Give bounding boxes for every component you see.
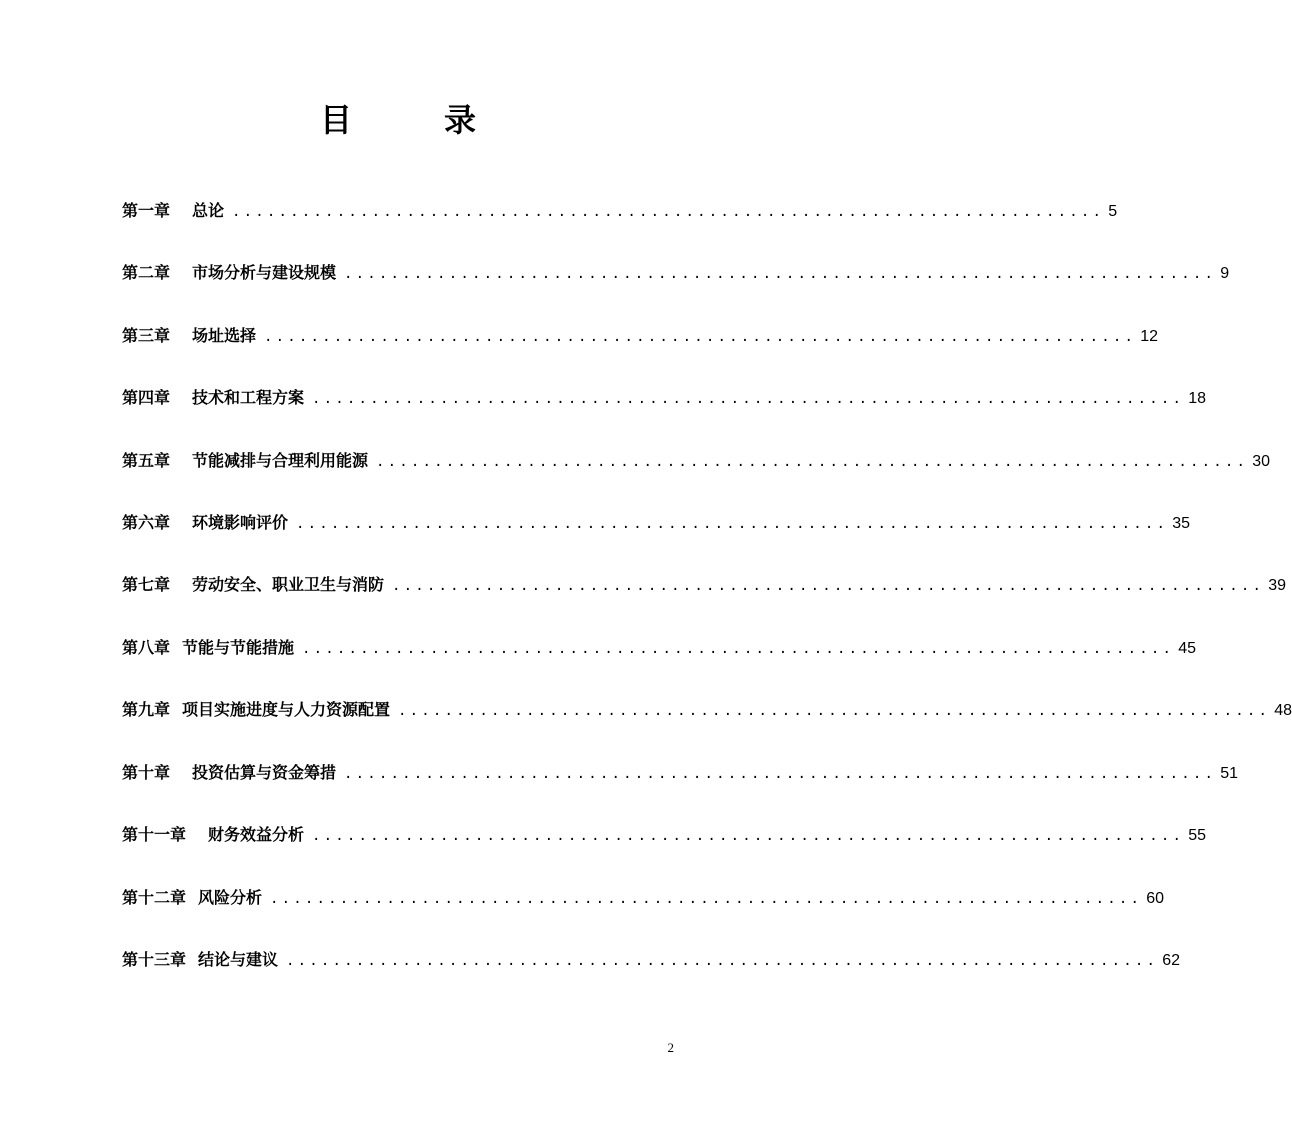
toc-dot-leader: ........................................................................... bbox=[392, 578, 1265, 594]
toc-entry-1[interactable] bbox=[122, 196, 1118, 226]
page-number: 2 bbox=[667, 1040, 674, 1055]
title-char-mu: 目 bbox=[320, 101, 353, 139]
toc-dot-leader: ........................................................................... bbox=[270, 891, 1143, 907]
toc-dot-leader: ........................................................................... bbox=[344, 266, 1217, 282]
toc-dot-leader: ........................................................................... bbox=[286, 953, 1159, 969]
toc-page-number: 60 bbox=[1146, 890, 1164, 907]
toc-dot-leader: ........................................................................... bbox=[264, 329, 1137, 345]
toc-entry-6[interactable] bbox=[122, 508, 1190, 538]
toc-chapter-title: 劳动安全、职业卫生与消防 bbox=[192, 575, 385, 594]
title-char-lu: 录 bbox=[444, 101, 477, 139]
toc-chapter-title: 项目实施进度与人力资源配置 bbox=[182, 700, 391, 719]
toc-entry-4[interactable] bbox=[122, 383, 1206, 413]
toc-dot-leader: ........................................................................... bbox=[302, 641, 1175, 657]
toc-chapter-title: 投资估算与资金筹措 bbox=[192, 763, 337, 782]
toc-chapter-title: 节能减排与合理利用能源 bbox=[192, 451, 369, 470]
toc-chapter-number: 第七章 bbox=[122, 575, 171, 594]
toc-page-number: 39 bbox=[1268, 577, 1286, 594]
toc-dot-leader: ........................................................................... bbox=[344, 766, 1217, 782]
toc-chapter-title: 市场分析与建设规模 bbox=[192, 263, 337, 282]
toc-page-number: 62 bbox=[1162, 952, 1180, 969]
toc-page-number: 5 bbox=[1108, 203, 1118, 220]
toc-chapter-number: 第四章 bbox=[122, 388, 171, 407]
toc-page-number: 30 bbox=[1252, 453, 1270, 470]
toc-chapter-number: 第十二章 bbox=[122, 888, 187, 907]
toc-chapter-title: 节能与节能措施 bbox=[182, 638, 295, 657]
toc-chapter-title: 技术和工程方案 bbox=[192, 388, 305, 407]
toc-page-number: 35 bbox=[1172, 515, 1190, 532]
toc-dot-leader: ........................................................................... bbox=[376, 454, 1249, 470]
toc-chapter-title: 总论 bbox=[192, 201, 225, 220]
toc-dot-leader: ........................................................................... bbox=[296, 516, 1169, 532]
toc-page-number: 18 bbox=[1188, 390, 1206, 407]
toc-dot-leader: ........................................................................... bbox=[398, 703, 1271, 719]
toc-entry-7[interactable] bbox=[122, 570, 1286, 600]
toc-chapter-title: 财务效益分析 bbox=[208, 825, 305, 844]
toc-page-number: 12 bbox=[1140, 328, 1158, 345]
toc-chapter-title: 风险分析 bbox=[198, 888, 263, 907]
toc-chapter-number: 第五章 bbox=[122, 451, 171, 470]
toc-entry-8[interactable] bbox=[122, 633, 1196, 663]
toc-entry-11[interactable] bbox=[122, 820, 1206, 850]
toc-dot-leader: ........................................................................... bbox=[312, 828, 1185, 844]
toc-chapter-number: 第十三章 bbox=[122, 950, 187, 969]
toc-chapter-title: 环境影响评价 bbox=[192, 513, 289, 532]
toc-chapter-number: 第八章 bbox=[122, 638, 171, 657]
toc-page-number: 48 bbox=[1274, 702, 1292, 719]
toc-chapter-title: 场址选择 bbox=[192, 326, 257, 345]
toc-entry-13[interactable] bbox=[122, 945, 1180, 975]
toc-page-number: 9 bbox=[1220, 265, 1230, 282]
toc-entry-9[interactable] bbox=[122, 695, 1292, 725]
toc-page-number: 45 bbox=[1178, 640, 1196, 657]
toc-dot-leader: ........................................................................... bbox=[232, 204, 1105, 220]
toc-chapter-number: 第九章 bbox=[122, 700, 171, 719]
toc-dot-leader: ........................................................................... bbox=[312, 391, 1185, 407]
toc-entry-5[interactable] bbox=[122, 446, 1270, 476]
toc-chapter-number: 第二章 bbox=[122, 263, 171, 282]
toc-chapter-number: 第三章 bbox=[122, 326, 171, 345]
toc-chapter-number: 第一章 bbox=[122, 201, 171, 220]
toc-page-number: 55 bbox=[1188, 827, 1206, 844]
toc-chapter-number: 第六章 bbox=[122, 513, 171, 532]
toc-entry-12[interactable] bbox=[122, 883, 1164, 913]
toc-chapter-title: 结论与建议 bbox=[198, 950, 279, 969]
toc-chapter-number: 第十章 bbox=[122, 763, 171, 782]
toc-entry-3[interactable] bbox=[122, 321, 1158, 351]
toc-chapter-number: 第十一章 bbox=[122, 825, 187, 844]
toc-title bbox=[0, 96, 794, 146]
toc-entry-2[interactable] bbox=[122, 258, 1230, 288]
toc-entry-10[interactable] bbox=[122, 758, 1238, 788]
toc-page-number: 51 bbox=[1220, 765, 1238, 782]
